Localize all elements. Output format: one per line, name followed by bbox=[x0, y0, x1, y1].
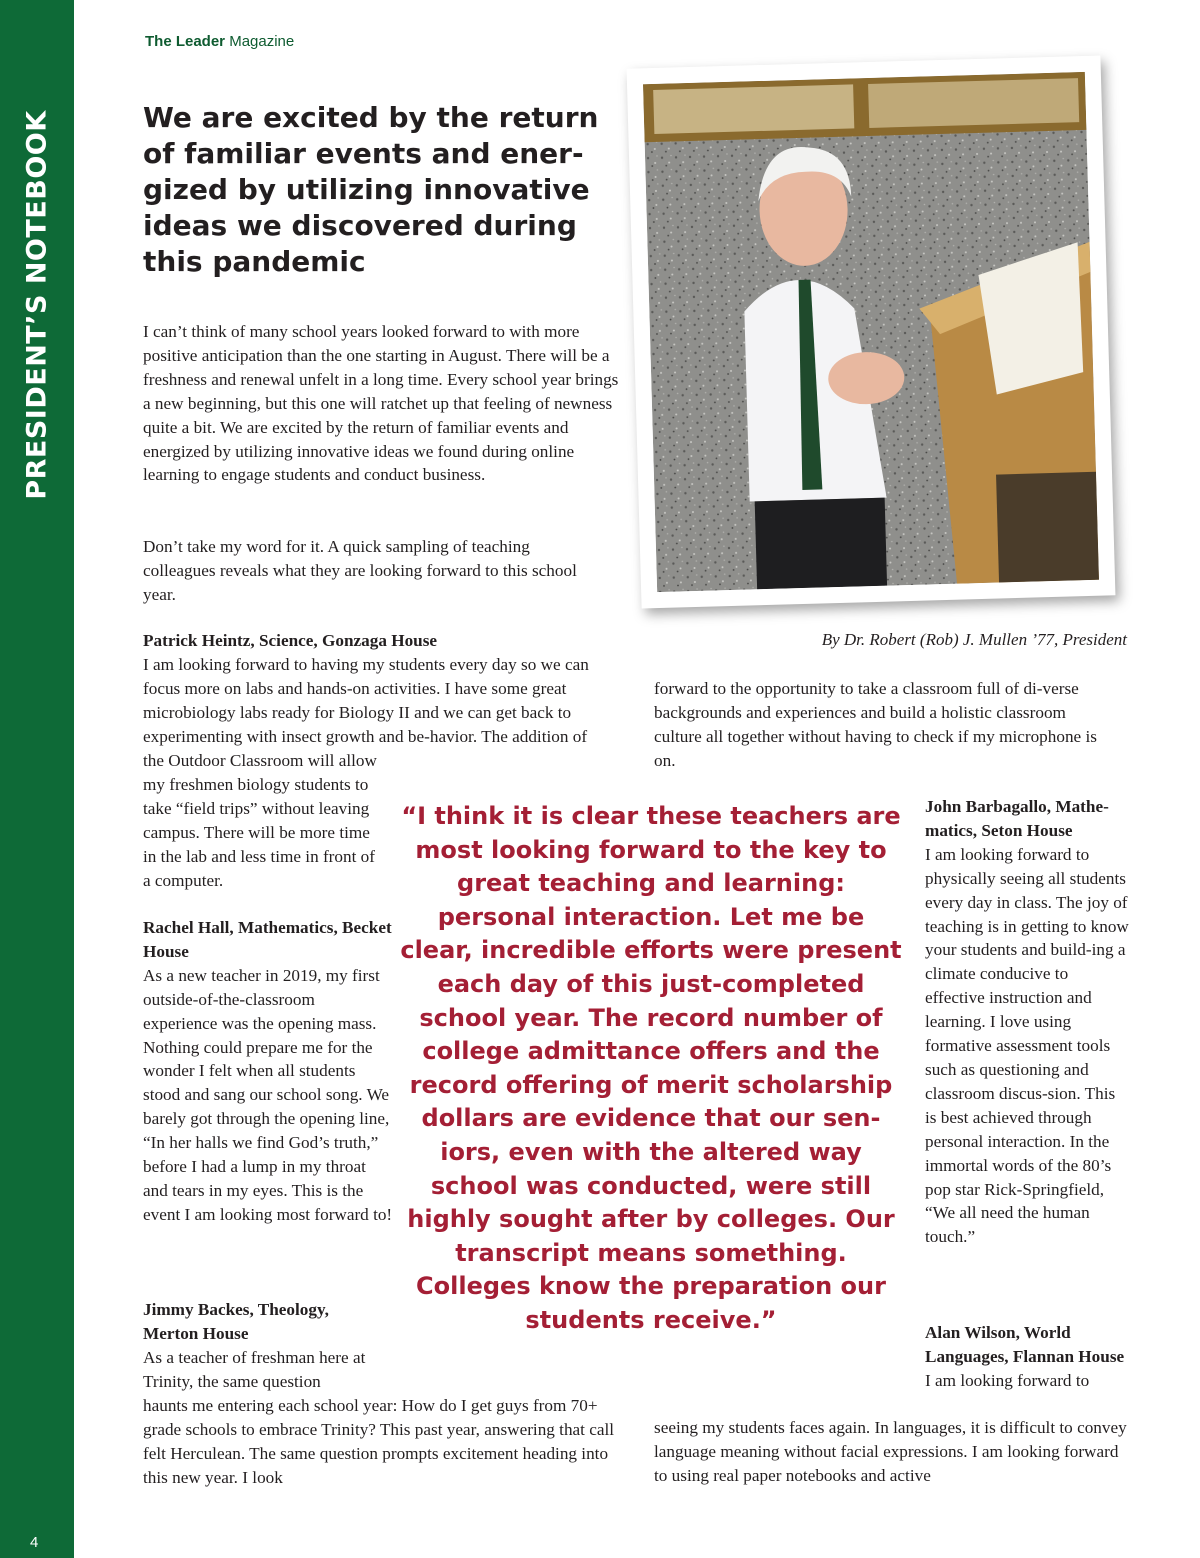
barbagallo-text: I am looking forward to physically seeing all students every day in class. The joy of teaching is in getting to know your students and build-ing a climate conducive to effective instruction and learning. I love using formative assessment tools such as questioning and classroom discus-sion. This is best achieved through personal interaction. In the immortal words of the 80’s pop star Rick-Springfield, “We all need the human touch.” bbox=[925, 844, 1129, 1247]
heintz-section bbox=[143, 629, 609, 772]
intro-paragraph-2: Don’t take my word for it. A quick sampling of teaching colleagues reveals what they are looking forward to this school year. bbox=[143, 537, 577, 604]
heintz-text-b: my freshmen biology students to take “field trips” without leaving campus. There will be more time in the lab and less time in front of a computer. bbox=[143, 775, 375, 890]
section-sidebar bbox=[0, 0, 74, 1558]
backes-name: Jimmy Backes, Theology, Merton House bbox=[143, 1300, 329, 1343]
headline: We are excited by the return of familiar events and ener-gized by utilizing innovative ideas we discovered during this pandemic bbox=[143, 101, 599, 278]
heintz-text-a: I am looking forward to having my students every day so we can focus more on labs and hands-on activities. I have some great microbiology labs ready for Biology II and we can get back to experimenting with insect growth and be-havior. The addition of the Outdoor Classroom will allow bbox=[143, 654, 589, 770]
masthead bbox=[145, 33, 294, 50]
wilson-section bbox=[925, 1321, 1129, 1393]
page-number: 4 bbox=[30, 1534, 39, 1551]
backes-text-b: haunts me entering each school year: How do I get guys from 70+ grade schools to embrace Trinity? This past year, answering that call felt Herculean. The same question prompts excitement heading into this new year. I look bbox=[143, 1396, 615, 1487]
section-label: PRESIDENT’S NOTEBOOK bbox=[21, 110, 53, 500]
intro-paragraph-1: I can’t think of many school years looked forward to with more positive anticipation than the one starting in August. There will be a freshness and renewal unfelt in a long time. Every school year brings a new beginning, but this one will ratchet up that feeling of newness quite a bit. We are excited by the return of familiar events and energized by utilizing innovative ideas we found during online learning to engage students and conduct business. bbox=[143, 322, 619, 485]
barbagallo-name: John Barbagallo, Mathe-matics, Seton House bbox=[925, 797, 1109, 840]
backes-text-c: forward to the opportunity to take a classroom full of di-verse backgrounds and experiences and build a holistic classroom culture all together without having to check if my microphone is on. bbox=[654, 679, 1097, 770]
wilson-text-b: seeing my students faces again. In languages, it is difficult to convey language meaning without facial expressions. I am looking forward to using real paper notebooks and active bbox=[654, 1418, 1127, 1485]
heintz-name: Patrick Heintz, Science, Gonzaga House bbox=[143, 631, 438, 650]
president-photo-image bbox=[643, 72, 1099, 592]
wilson-text-a: I am looking forward to bbox=[925, 1370, 1090, 1390]
backes-section bbox=[143, 1298, 388, 1394]
president-photo bbox=[627, 55, 1116, 608]
hall-text: As a new teacher in 2019, my first outside-of-the-classroom experience was the opening mass. Nothing could prepare me for the wonder I felt when all students stood and sang our school song. We barely got through the opening line, “In her halls we find God’s truth,” before I had a lump in my throat and tears in my eyes. This is the event I am looking most forward to! bbox=[143, 965, 393, 1224]
hall-section bbox=[143, 916, 393, 1227]
masthead-brand: The Leader bbox=[145, 33, 226, 50]
backes-text-a: As a teacher of freshman here at Trinity, the same question bbox=[143, 1347, 366, 1391]
masthead-suffix: Magazine bbox=[229, 33, 295, 50]
barbagallo-section bbox=[925, 795, 1129, 1249]
hall-name: Rachel Hall, Mathematics, Becket House bbox=[143, 918, 392, 961]
wilson-name: Alan Wilson, World Languages, Flannan House bbox=[925, 1323, 1125, 1366]
byline: By Dr. Robert (Rob) J. Mullen ’77, President bbox=[821, 630, 1127, 649]
pull-quote: “I think it is clear these teachers are most looking forward to the key to great teaching and learning: personal interaction. Let me be clear, incredible efforts were present each day of this just-completed school year. The record number of college admittance offers and the record offering of merit scholarship dollars are evidence that our sen-iors, even with the altered way school was conducted, were still highly sought after by colleges. Our transcript means something. Colleges know the preparation our students receive.” bbox=[400, 802, 902, 1334]
